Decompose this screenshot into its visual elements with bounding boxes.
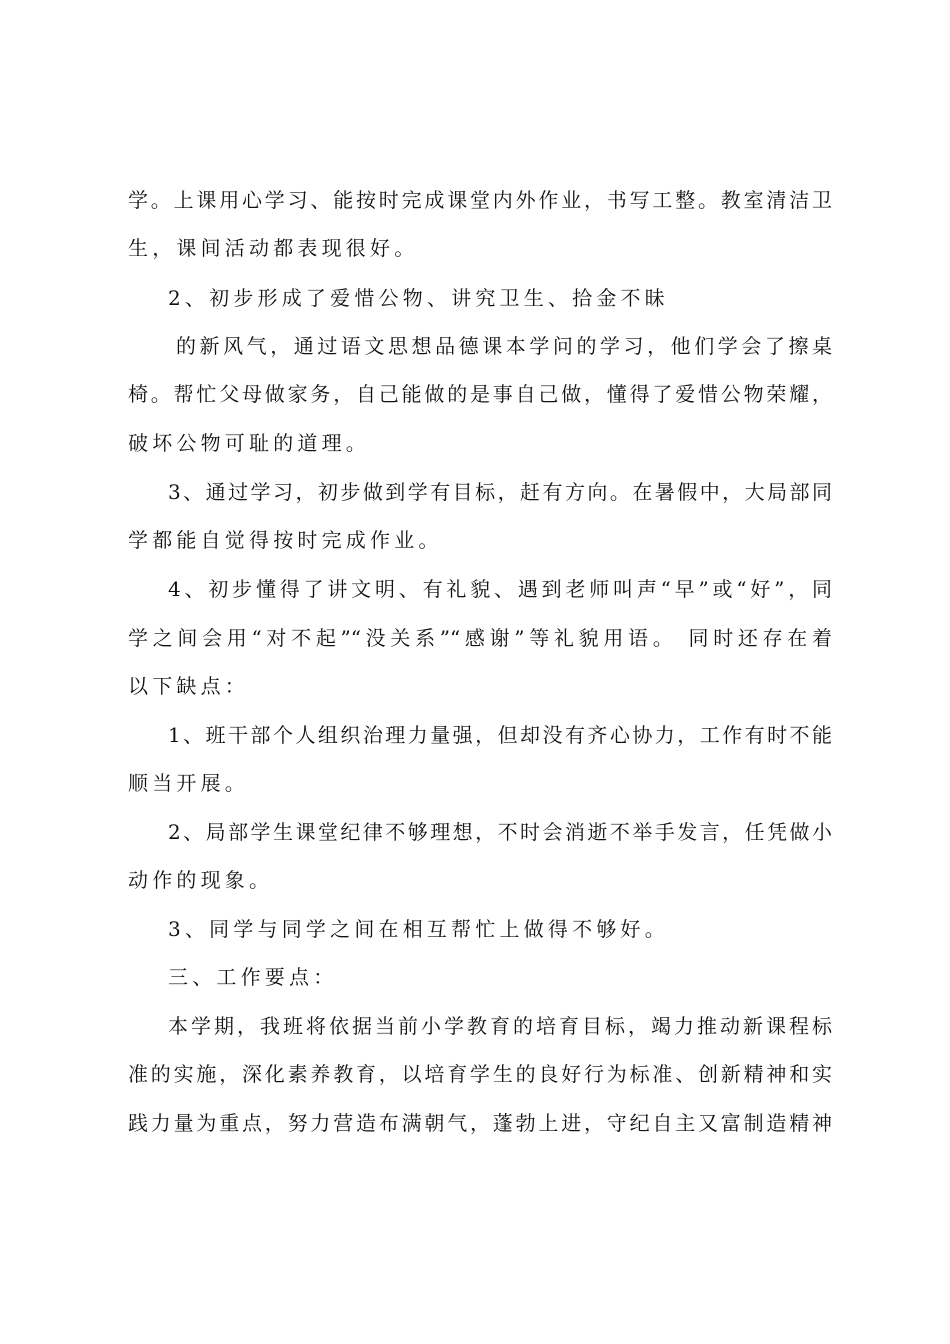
body-line: 4、初步懂得了讲文明、有礼貌、遇到老师叫声“早”或“好”，同 [168, 577, 832, 601]
body-line: 动作的现象。 [128, 868, 274, 892]
body-line: 1、班干部个人组织治理力量强，但却没有齐心协力，工作有时不能 [168, 723, 832, 747]
body-line: 学。上课用心学习、能按时完成课堂内外作业，书写工整。教室清洁卫 [128, 188, 832, 212]
body-line: 2、局部学生课堂纪律不够理想，不时会消逝不举手发言，任凭做小 [168, 820, 832, 844]
body-line: 准的实施，深化素养教育，以培育学生的良好行为标准、创新精神和实 [128, 1062, 832, 1086]
body-line: 破坏公物可耻的道理。 [128, 431, 370, 455]
body-line: 以下缺点： [128, 674, 249, 698]
body-line: 2、初步形成了爱惜公物、讲究卫生、拾金不昧 [168, 286, 669, 310]
body-line: 学之间会用“对不起”“没关系”“感谢”等礼貌用语。 同时还存在着 [128, 626, 832, 650]
body-line: 本学期，我班将依据当前小学教育的培育目标，竭力推动新课程标 [168, 1014, 832, 1038]
body-line: 顺当开展。 [128, 771, 249, 795]
body-line: 学都能自觉得按时完成作业。 [128, 528, 443, 552]
body-line: 的新风气，通过语文思想品德课本学问的学习，他们学会了擦桌 [176, 334, 832, 358]
section-heading: 三、工作要点： [168, 965, 338, 989]
body-line: 3、同学与同学之间在相互帮忙上做得不够好。 [168, 917, 669, 941]
body-line: 3、通过学习，初步做到学有目标，赶有方向。在暑假中，大局部同 [168, 480, 832, 504]
body-line: 生，课间活动都表现很好。 [128, 236, 419, 260]
body-line: 椅。帮忙父母做家务，自己能做的是事自己做，懂得了爱惜公物荣耀， [128, 382, 832, 406]
body-line: 践力量为重点，努力营造布满朝气，蓬勃上进，守纪自主又富制造精神 [128, 1111, 832, 1135]
